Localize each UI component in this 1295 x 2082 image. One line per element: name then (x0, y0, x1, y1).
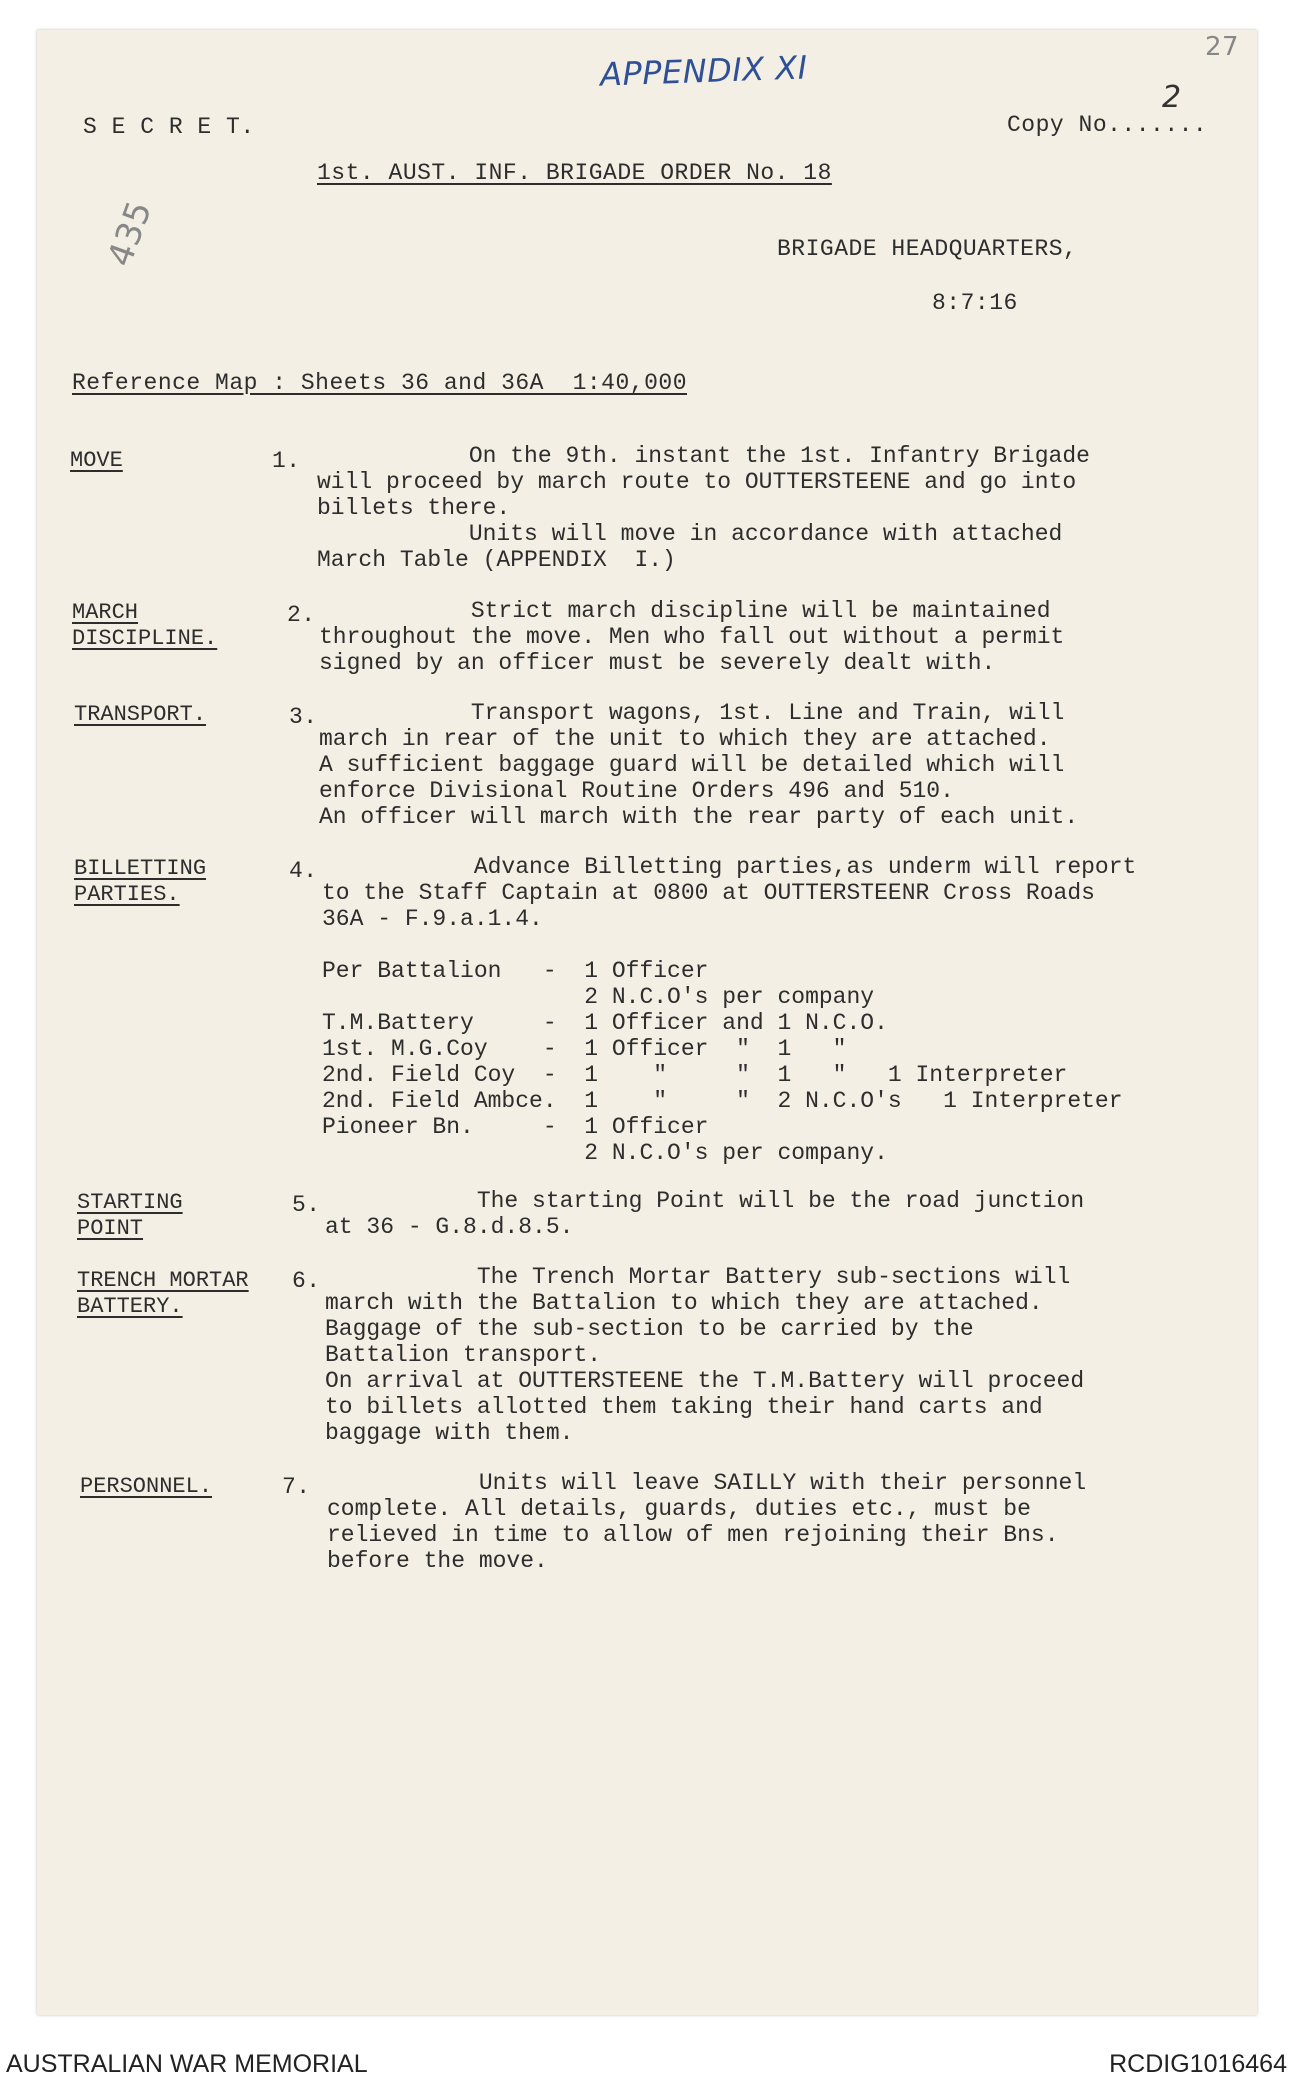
section-text-move: On the 9th. instant the 1st. Infantry Brigade will proceed by march route to OUTTERSTEENE and go into billets there. Units will move in accordance with attached March Table (APPENDIX I.) (317, 443, 1090, 573)
reference-map: Reference Map : Sheets 36 and 36A 1:40,000 (72, 370, 687, 396)
appendix-annotation: APPENDIX XI (599, 48, 809, 94)
section-num-4: 4. (289, 858, 318, 884)
footer-record-id: RCDIG1016464 (1109, 2050, 1287, 2078)
page-number: 27 (1205, 32, 1240, 62)
copy-label: Copy No....... (1007, 112, 1208, 138)
section-label-trench-mortar: TRENCH MORTAR BATTERY. (77, 1268, 249, 1319)
section-label-billetting: BILLETTING PARTIES. (74, 856, 207, 907)
section-text-trench-mortar: The Trench Mortar Battery sub-sections will march with the Battalion to which they are attached. Baggage of the sub-section to be carried by the Battalion transport. On arrival at OUTTERSTEENE the T.M.Battery will proceed to billets allotted them taking their hand carts and baggage with them. (325, 1264, 1085, 1446)
section-num-5: 5. (292, 1192, 321, 1218)
section-text-transport: Transport wagons, 1st. Line and Train, will march in rear of the unit to which they are attached. A sufficient baggage guard will be detailed which will enforce Divisional Routine Orders 496 and 510. An officer will march with the rear party of each unit. (319, 700, 1079, 830)
section-num-1: 1. (272, 448, 301, 474)
section-text-billetting: Advance Billetting parties,as underm will report to the Staff Captain at 0800 at OUTTERSTEENR Cross Roads 36A - F.9.a.1.4. Per Battalion - 1 Officer 2 N.C.O's per company T.M.Battery - 1 Officer and 1 N.C.O. 1st. M.G.Coy - 1 Officer " 1 " 2nd. Field Coy - 1 " " 1 " 1 Interpreter 2nd. Field Ambce. 1 " " 2 N.C.O's 1 Interpreter Pioneer Bn. - 1 Officer 2 N.C.O's per company. (322, 854, 1137, 1166)
section-label-starting-point: STARTING POINT (77, 1190, 183, 1241)
section-label-personnel: PERSONNEL. (80, 1474, 213, 1499)
footer-institution: AUSTRALIAN WAR MEMORIAL (6, 2050, 368, 2078)
order-date: 8:7:16 (932, 290, 1018, 316)
section-text-march-discipline: Strict march discipline will be maintained throughout the move. Men who fall out without a permit signed by an officer must be severely dealt with. (319, 598, 1065, 676)
folio-number: 435 (100, 195, 161, 272)
section-label-transport: TRANSPORT. (74, 702, 207, 727)
section-text-personnel: Units will leave SAILLY with their personnel complete. All details, guards, duties etc., must be relieved in time to allow of men rejoining their Bns. before the move. (327, 1470, 1087, 1574)
section-label-march-discipline: MARCH DISCIPLINE. (72, 600, 218, 651)
section-label-move: MOVE (70, 448, 123, 473)
secret-label: S E C R E T. (83, 114, 255, 140)
copy-number-handwritten: 2 (1162, 80, 1182, 115)
section-num-6: 6. (292, 1268, 321, 1294)
hq-label: BRIGADE HEADQUARTERS, (777, 236, 1078, 262)
section-num-3: 3. (289, 704, 318, 730)
order-title: 1st. AUST. INF. BRIGADE ORDER No. 18 (317, 160, 832, 186)
section-num-2: 2. (287, 602, 316, 628)
section-num-7: 7. (282, 1474, 311, 1500)
section-text-starting-point: The starting Point will be the road junction at 36 - G.8.d.8.5. (325, 1188, 1085, 1240)
